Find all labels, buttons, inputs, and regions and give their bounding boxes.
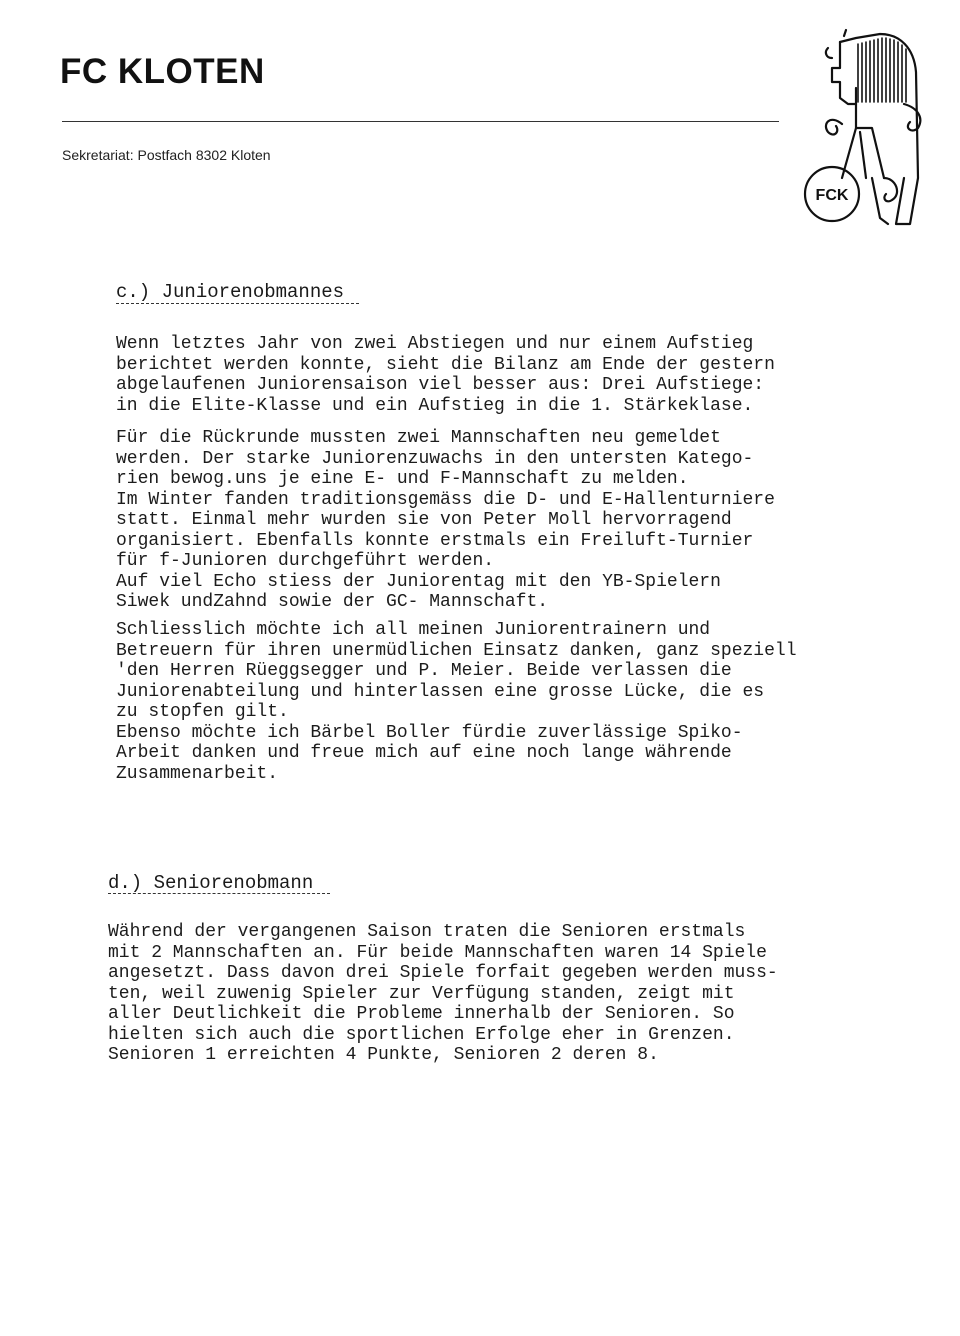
text-line: berichtet werden konnte, sieht die Bilanz am Ende der gestern [116,354,775,375]
secretariat-address: Sekretariat: Postfach 8302 Kloten [62,147,271,163]
section-c-paragraph-3 [116,620,797,784]
club-logo [800,28,930,236]
text-line: Betreuern für ihren unermüdlichen Einsatz danken, ganz speziell [116,640,797,661]
text-line: Während der vergangenen Saison traten die Senioren erstmals [108,922,746,942]
section-c-paragraph-2 [116,428,775,613]
section-d-heading: d.) Seniorenobmann [108,872,314,894]
letterhead-divider [62,121,779,122]
text-line: Für die Rückrunde mussten zwei Mannschaften neu gemeldet [116,428,721,448]
section-d-paragraph-1 [108,922,778,1066]
text-line: abgelaufenen Juniorensaison viel besser aus: Drei Aufstiege: [116,375,765,395]
section-c-paragraph-1 [116,334,775,416]
text-line: ten, weil zuwenig Spieler zur Verfügung standen, zeigt mit [108,983,735,1004]
section-c-heading-underline [116,303,359,304]
text-line: werden. Der starke Juniorenzuwachs in den untersten Katego- [116,448,754,469]
text-line: Im Winter fanden traditionsgemäss die D- und E-Hallenturniere [116,489,775,510]
text-line: aller Deutlichkeit die Probleme innerhalb der Senioren. So [108,1004,735,1024]
text-line: Siwek undZahnd sowie der GC- Mannschaft. [116,592,549,612]
text-line: hielten sich auch die sportlichen Erfolge eher in Grenzen. [108,1024,735,1045]
text-line: zu stopfen gilt. [116,702,289,722]
text-line: in die Elite-Klasse und ein Aufstieg in die 1. Stärkeklase. [116,395,754,416]
text-line: statt. Einmal mehr wurden sie von Peter Moll hervorragend [116,510,732,530]
text-line: Senioren 1 erreichten 4 Punkte, Senioren 2 deren 8. [108,1045,659,1065]
organization-name: FC KLOTEN [60,52,265,91]
text-line: mit 2 Mannschaften an. Für beide Mannschaften waren 14 Spiele [108,942,767,963]
text-line: Zusammenarbeit. [116,763,279,784]
section-d-heading-underline [108,893,330,894]
text-line: angesetzt. Dass davon drei Spiele forfait gegeben werden muss- [108,963,778,983]
text-line: rien bewog.uns je eine E- und F-Mannschaft zu melden. [116,469,689,489]
text-line: Ebenso möchte ich Bärbel Boller fürdie zuverlässige Spiko- [116,722,743,743]
text-line: Auf viel Echo stiess der Juniorentag mit den YB-Spielern [116,571,721,592]
text-line: Schliesslich möchte ich all meinen Juniorentrainern und [116,620,711,640]
text-line: Juniorenabteilung und hinterlassen eine grosse Lücke, die es [116,681,765,702]
text-line: 'den Herren Rüeggsegger und P. Meier. Beide verlassen die [116,661,732,681]
logo-lettering: FCK [815,187,849,204]
text-line: für f-Junioren durchgeführt werden. [116,551,495,571]
section-c-heading: c.) Juniorenobmannes [116,281,345,303]
text-line: Arbeit danken und freue mich auf eine noch lange währende [116,743,732,763]
text-line: organisiert. Ebenfalls konnte erstmals ein Freiluft-Turnier [116,530,754,551]
text-line: Wenn letztes Jahr von zwei Abstiegen und nur einem Aufstieg [116,334,754,354]
